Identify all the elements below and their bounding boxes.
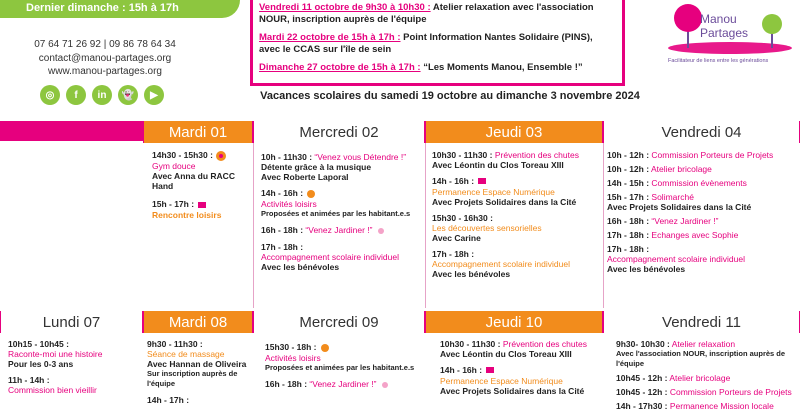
- list-item: 15h - 17h : Solimarché Avec Projets Solidaires dans la Cité: [607, 192, 752, 212]
- list-item: 14h - 16h : Activités loisirs Proposées et animées par les habitant.e.s: [261, 188, 411, 218]
- event-item: Dimanche 27 octobre de 15h à 17h : “Les Moments Manou, Ensemble !”: [259, 62, 583, 73]
- contact-block: [0, 38, 210, 79]
- day-column-mardi-08: [147, 339, 252, 411]
- day-header-lundi-07: Lundi 07: [0, 311, 143, 333]
- list-item: 10h - 12h : Commission Porteurs de Projets: [607, 150, 774, 160]
- instagram-icon[interactable]: ◎: [40, 85, 60, 105]
- flower-icon: [380, 380, 390, 390]
- computer-icon: [477, 177, 487, 187]
- list-item: 10h15 - 10h45 : Raconte-moi une histoire Pour les 0-3 ans: [8, 339, 103, 369]
- email-link[interactable]: contact@manou-partages.org: [38, 52, 172, 64]
- list-item: 16h - 18h : “Venez Jardiner !”: [265, 379, 423, 390]
- day-column-vendredi-11: [616, 339, 798, 417]
- list-item: 17h - 18h : Accompagnement scolaire individuel Avec les bénévoles: [261, 241, 399, 272]
- youtube-icon[interactable]: ▶: [144, 85, 164, 105]
- computer-icon: [485, 366, 495, 376]
- flower-icon: [376, 226, 386, 236]
- list-item: 15h30 - 16h30 : Les découvertes sensorielles Avec Carine: [432, 212, 542, 243]
- list-item: 10h30 - 11h30 : Prévention des chutes Avec Léontin du Clos Toreau XIII: [432, 150, 579, 170]
- list-item: 16h - 18h : “Venez Jardiner !”: [607, 216, 719, 226]
- special-events-box: [250, 0, 625, 86]
- games-icon: [197, 200, 207, 210]
- list-item: 9h30- 10h30 : Atelier relaxation Avec l'association NOUR, inscription auprès de l'équipe: [616, 339, 786, 368]
- list-item: 15h30 - 18h : Activités loisirs Proposées et animées par les habitant.e.s: [265, 342, 415, 372]
- list-item: 10h45 - 12h : Atelier bricolage: [616, 373, 731, 383]
- list-item: 11h - 14h : Commission bien vieillir: [8, 375, 97, 395]
- list-item: 10h - 11h30 : “Venez vous Détendre !” Détente grâce à la musique Avec Roberte Laporal: [261, 152, 407, 182]
- list-item: 14h - 16h : Permanence Espace Numérique Avec Projets Solidaires dans la Cité: [440, 365, 585, 396]
- list-item: 14h - 17h30 : Permanence Mission locale: [616, 401, 774, 411]
- day-column-mardi-01: [152, 150, 250, 226]
- list-item: 17h - 18h : Echanges avec Sophie: [607, 230, 739, 240]
- column-divider: [603, 143, 604, 308]
- day-header-jeudi-03: Jeudi 03: [425, 121, 603, 143]
- day-header-mardi-08: Mardi 08: [143, 311, 253, 333]
- list-item: 10h30 - 11h30 : Prévention des chutes Avec Léontin du Clos Toreau XIII: [440, 339, 587, 359]
- day-header-mardi-01: Mardi 01: [143, 121, 253, 143]
- list-item: 9h30 - 11h30 : Séance de massage Avec Hannan de Oliveira Sur inscription auprès de l'équipe: [147, 339, 247, 388]
- column-divider: [253, 143, 254, 308]
- list-item: 16h - 18h : “Venez Jardiner !”: [261, 225, 423, 236]
- phone-numbers: 07 64 71 26 92 | 09 86 78 64 34: [34, 39, 176, 50]
- list-item: 15h - 17h : Rencontre loisirs: [152, 198, 222, 220]
- social-links: [40, 85, 164, 105]
- day-header-vendredi-04: Vendredi 04: [603, 121, 800, 143]
- day-column-vendredi-04: [607, 150, 797, 280]
- day-column-jeudi-03: [432, 150, 600, 285]
- facebook-icon[interactable]: f: [66, 85, 86, 105]
- list-item: 14h30 - 15h30 : Gym douce Avec Anna du RACC Hand: [152, 150, 235, 191]
- paint-icon: [306, 189, 316, 199]
- logo-tagline: Facilitateur de liens entre les générations: [668, 58, 769, 64]
- day-header-mercredi-02: Mercredi 02: [253, 121, 425, 143]
- list-item: 14h - 17h :: [147, 395, 190, 405]
- list-item: 17h - 18h : Accompagnement scolaire individuel Avec les bénévoles: [607, 244, 745, 274]
- ball-icon: [216, 151, 226, 161]
- list-item: 17h - 18h : Accompagnement scolaire individuel Avec les bénévoles: [432, 248, 570, 279]
- day-column-mercredi-09: [265, 342, 423, 396]
- day-header-jeudi-10: Jeudi 10: [425, 311, 603, 333]
- school-holidays-notice: Vacances scolaires du samedi 19 octobre au dimanche 3 novembre 2024: [260, 90, 640, 102]
- snapchat-icon[interactable]: 👻: [118, 85, 138, 105]
- day-column-lundi-07: [8, 339, 141, 401]
- day-column-mercredi-02: [261, 152, 423, 278]
- column-divider: [425, 143, 426, 308]
- linkedin-icon[interactable]: in: [92, 85, 112, 105]
- paint-icon: [320, 343, 330, 353]
- dimanche-banner: Dernier dimanche : 15h à 17h: [0, 0, 240, 18]
- day-column-jeudi-10: [440, 339, 600, 402]
- list-item: 14h - 15h : Commission évènements: [607, 178, 747, 188]
- day-header-vendredi-11: Vendredi 11: [603, 311, 800, 333]
- list-item: 10h - 12h : Atelier bricolage: [607, 164, 712, 174]
- logo-text: Manou Partages: [700, 12, 749, 40]
- list-item: 14h - 16h : Permanence Espace Numérique Avec Projets Solidaires dans la Cité: [432, 176, 577, 207]
- list-item: 10h45 - 12h : Commission Porteurs de Projets: [616, 387, 792, 397]
- event-item: Mardi 22 octobre de 15h à 17h : Point Information Nantes Solidaire (PINS), avec le CCAS sur l'île de sein: [259, 32, 593, 55]
- event-item: Vendredi 11 octobre de 9h30 à 10h30 : Atelier relaxation avec l'association NOUR, inscription auprès de l'équipe: [259, 2, 594, 25]
- website-link[interactable]: www.manou-partages.org: [48, 66, 162, 77]
- day-header-mercredi-09: Mercredi 09: [253, 311, 425, 333]
